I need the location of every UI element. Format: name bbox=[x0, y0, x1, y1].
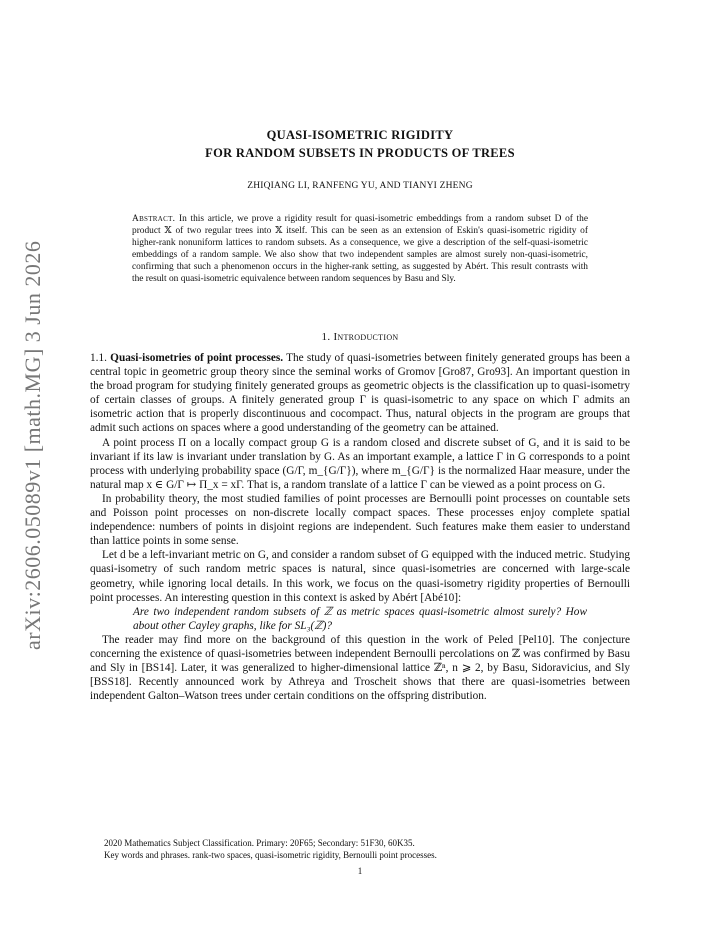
subsection-title: Quasi-isometries of point processes. bbox=[110, 352, 284, 364]
body-text bbox=[90, 351, 630, 703]
paragraph-3: In probability theory, the most studied families of point processes are Bernoulli point processes on countable sets and Poisson point processes on non-discrete locally compact spaces. These processes enjoy complete spatial independence: numbers of points in disjoint regions are independent. Such features make them easier to understand than lattice points in some sense. bbox=[90, 492, 630, 548]
section-number: 1. bbox=[321, 331, 331, 343]
keywords: Key words and phrases. rank-two spaces, quasi-isometric rigidity, Bernoulli point processes. bbox=[104, 849, 437, 860]
subsection-number: 1.1. bbox=[90, 352, 107, 364]
arxiv-identifier-stamp: arXiv:2606.05089v1 [math.MG] 3 Jun 2026 bbox=[20, 240, 45, 650]
abert-question-quote: Are two independent random subsets of ℤ as metric spaces quasi-isometric almost surely? How about other Cayley graphs, like for SL₃(ℤ)? bbox=[133, 605, 587, 632]
paragraph-1 bbox=[90, 351, 630, 436]
abstract bbox=[132, 214, 588, 285]
section-title: Introduction bbox=[333, 331, 399, 343]
section-heading bbox=[90, 331, 630, 343]
paragraph-4: Let d be a left-invariant metric on G, and consider a random subset of G equipped with the induced metric. Studying quasi-isometry of such random metric spaces is natural, since quasi-isometries are concerned with large-scale geometry, while ignoring local details. In this work, we focus on the quasi-isometry rigidity properties of Bernoulli point processes. An interesting question in this context is asked by Abért [Abé10]: bbox=[90, 549, 630, 604]
paragraph-2: A point process Π on a locally compact group G is a random closed and discrete subset of G, and it is said to be invariant if its law is invariant under translation by G. As an important example, a lattice Γ in G corresponds to a point process with underlying probability space (G/Γ, m_{G/Γ}), where m_{G/Γ} is the normalized Haar measure, under the natural map x ∈ G/Γ ↦ Π_x = xΓ. That is, a random translate of a lattice Γ can be viewed as a point process on G. bbox=[90, 436, 630, 491]
abstract-text: In this article, we prove a rigidity result for quasi-isometric embeddings from a random subset D of the product 𝕏 of two regular trees into 𝕏 itself. This can be seen as an extension of Eskin's quasi-isometric rigidity of higher-rank nonuniform lattices to random subsets. As a consequence, we give a description of the self-quasi-isometric embeddings of a random sample. We also show that two independent samples are almost surely non-quasi-isometric, confirming that such a phenomenon occurs in the higher-rank setting, as suggested by Abért. This result contrasts with the result on quasi-isometric equivalence between random sequences by Basu and Sly. bbox=[132, 214, 589, 284]
footnotes bbox=[90, 838, 630, 861]
author-list: ZHIQIANG LI, RANFENG YU, AND TIANYI ZHENG bbox=[247, 181, 473, 191]
msc-classification: 2020 Mathematics Subject Classification. Primary: 20F65; Secondary: 51F30, 60K35. bbox=[104, 838, 415, 848]
paper-title-line-2: FOR RANDOM SUBSETS IN PRODUCTS OF TREES bbox=[205, 146, 515, 160]
abstract-label: Abstract. bbox=[132, 214, 176, 224]
page-number: 1 bbox=[357, 866, 363, 876]
paragraph-1-text: The study of quasi-isometries between finitely generated groups has been a central topic in geometric group theory since the seminal works of Gromov [Gro87, Gro93]. An important question in the broad program for studying finitely generated groups as geometric objects is the classification up to quasi-isometry of certain classes of groups. A finitely generated group Γ is quasi-isometric to any space on which Γ admits an isometric action that is properly discontinuous and cocompact. Thus, natural objects in the program are groups that admit such actions on spaces where a good understanding of the geometry can be attained. bbox=[90, 352, 631, 435]
paragraph-5: The reader may find more on the background of this question in the work of Peled [Pel10]. The conjecture concerning the existence of quasi-isometries between independent Bernoulli percolations on ℤ was confirmed by Basu and Sly in [BS14]. Later, it was generalized to higher-dimensional lattice ℤⁿ, n ⩾ 2, by Basu, Sidoravicius, and Sly [BSS18]. Recently announced work by Athreya and Troscheit shows that there are quasi-isometries between independent Galton–Watson trees under certain conditions on the offspring distribution. bbox=[90, 633, 630, 703]
paper-title-line-1: QUASI-ISOMETRIC RIGIDITY bbox=[266, 128, 454, 142]
